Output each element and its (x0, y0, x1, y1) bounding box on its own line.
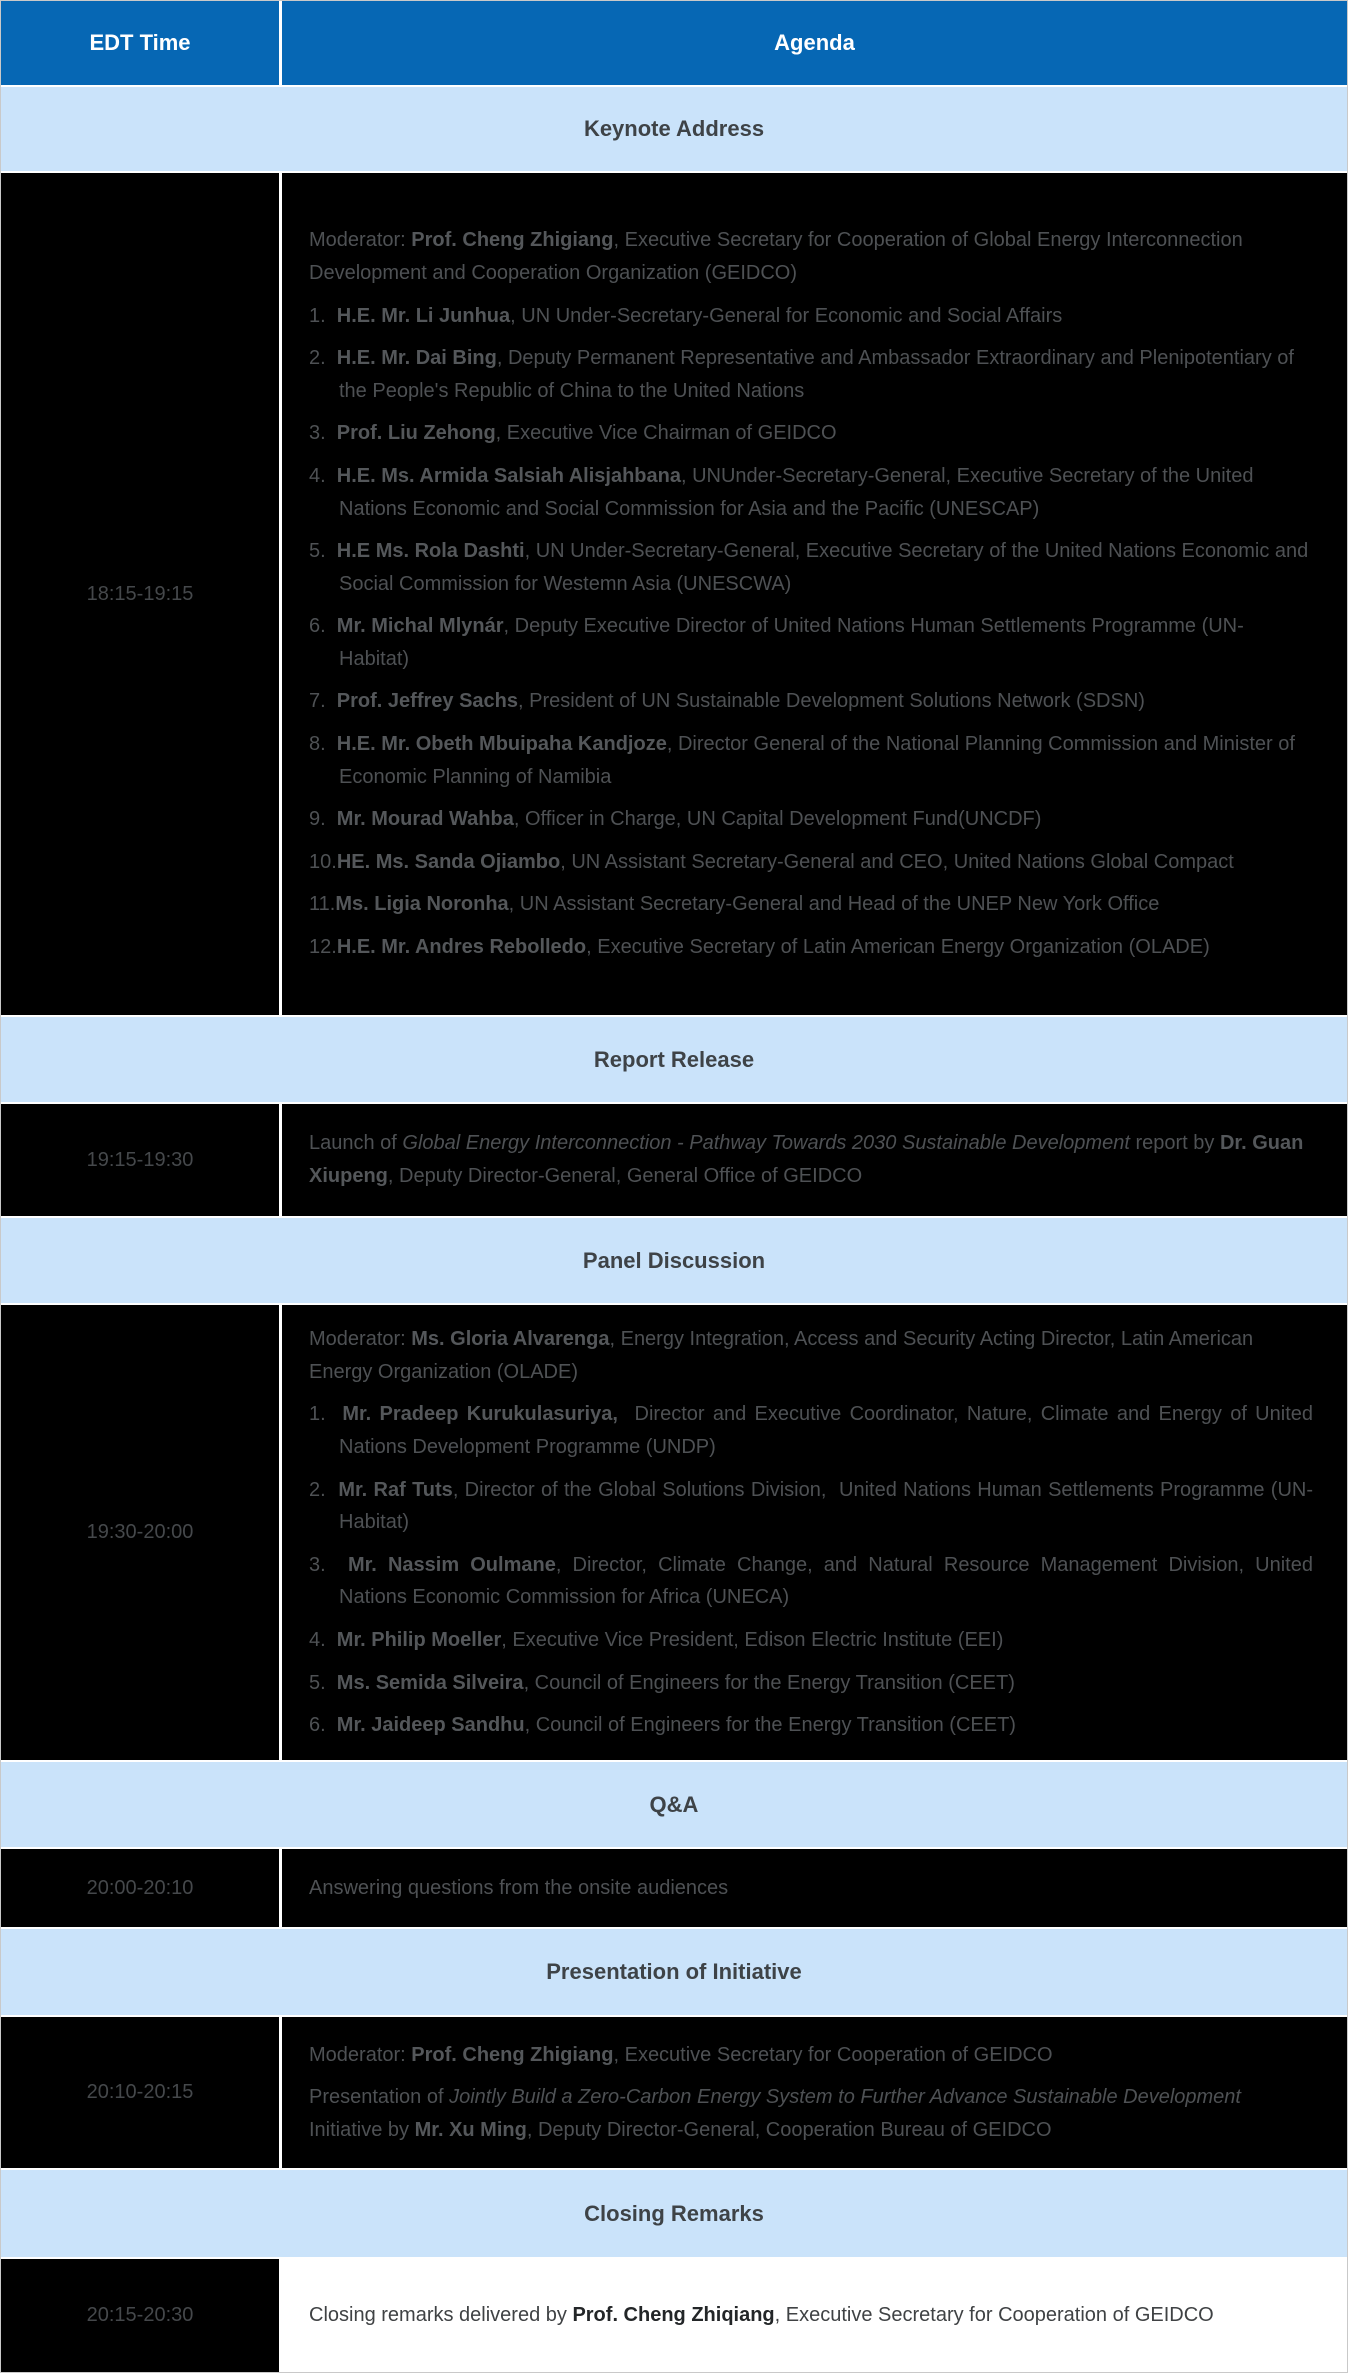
time-cell-report: 19:15-19:30 (1, 1104, 282, 1216)
agenda-cell-keynote (282, 173, 1347, 1015)
section-header-report-release (1, 1017, 1347, 1104)
section-header-closing-remarks (1, 2170, 1347, 2259)
speaker-name: H.E. Mr. Li Junhua (336, 304, 511, 327)
panel-discussion-row (1, 1305, 1347, 1762)
section-header-keynote-address (1, 87, 1347, 173)
speaker-name: Mr. Pradeep Kurukulasuriya, (342, 1403, 618, 1426)
list-item: 4. Mr. Philip Moeller, Executive Vice President, Edison Electric Institute (EEI) (309, 1628, 1004, 1651)
speaker-name: H.E Ms. Rola Dashti (336, 540, 525, 563)
qa-row (1, 1849, 1347, 1929)
table-header-row (1, 1, 1347, 87)
list-item: 10.HE. Ms. Sanda Ojiambo, UN Assistant Secretary-General and CEO, United Nations Global Compact (309, 850, 1234, 873)
section-header-qa (1, 1762, 1347, 1849)
column-header-edt-time: EDT Time (1, 1, 282, 85)
list-item: 9. Mr. Mourad Wahba, Officer in Charge, UN Capital Development Fund(UNCDF) (309, 808, 1042, 831)
speaker-name: Mr. Nassim Oulmane (347, 1553, 556, 1576)
speaker-name: Ms. Semida Silveira (336, 1671, 524, 1694)
keynote-row (1, 173, 1347, 1017)
report-title: Global Energy Interconnection - Pathway Towards 2030 Sustainable Development (402, 1132, 1130, 1155)
moderator-line: Moderator: Prof. Cheng Zhigiang, Executive Secretary for Cooperation of GEIDCO (309, 2043, 1053, 2066)
speaker-name: Mr. Michal Mlynár (336, 615, 504, 638)
speaker-name: Prof. Cheng Zhigiang (411, 229, 614, 252)
section-title: Report Release (593, 1046, 755, 1072)
speaker-name: Mr. Xu Ming (414, 2118, 527, 2141)
report-line: Launch of Global Energy Interconnection - Pathway Towards 2030 Sustainable Development report by Dr. Guan Xiupeng, Deputy Director-General, General Office of GEIDCO (309, 1132, 1304, 1187)
speaker-name: Mr. Raf Tuts (338, 1478, 453, 1501)
speaker-name: Ms. Gloria Alvarenga (411, 1328, 610, 1351)
list-item: 5. H.E Ms. Rola Dashti, UN Under-Secretary-General, Executive Secretary of the United Nations Economic and Social Commission for Westemn Asia (UNESCWA) (309, 540, 1309, 595)
initiative-line: Presentation of Jointly Build a Zero-Carbon Energy System to Further Advance Sustainable Development Initiative by Mr. Xu Ming, Deputy Director-General, Cooperation Bureau of GEIDCO (309, 2086, 1241, 2141)
section-title: Presentation of Initiative (546, 1959, 802, 1984)
agenda-cell-qa (282, 1849, 1347, 1927)
speaker-name: Mr. Jaideep Sandhu (336, 1714, 525, 1737)
section-title: Panel Discussion (582, 1247, 766, 1273)
list-item: 8. H.E. Mr. Obeth Mbuipaha Kandjoze, Director General of the National Planning Commission and Minister of Economic Planning of Namibia (309, 733, 1295, 788)
list-item: 3. Prof. Liu Zehong, Executive Vice Chairman of GEIDCO (309, 422, 837, 445)
speaker-name: Prof. Cheng Zhigiang (411, 2043, 614, 2066)
agenda-cell-presentation (282, 2017, 1347, 2168)
speaker-name: H.E. Mr. Obeth Mbuipaha Kandjoze (336, 733, 667, 756)
agenda-cell-closing (282, 2259, 1347, 2372)
list-item: 12.H.E. Mr. Andres Rebolledo, Executive Secretary of Latin American Energy Organization (OLADE) (309, 936, 1210, 959)
list-item: 6. Mr. Michal Mlynár, Deputy Executive Director of United Nations Human Settlements Programme (UN-Habitat) (309, 615, 1244, 670)
time-cell-keynote: 18:15-19:15 (1, 173, 282, 1015)
list-item: 2. H.E. Mr. Dai Bing, Deputy Permanent Representative and Ambassador Extraordinary and Plenipotentiary of the People's Republic of China to the United Nations (309, 347, 1294, 402)
section-title: Keynote Address (583, 116, 765, 141)
speaker-name: H.E. Mr. Andres Rebolledo (336, 936, 587, 959)
list-item: 5. Ms. Semida Silveira, Council of Engineers for the Energy Transition (CEET) (309, 1671, 1015, 1694)
list-item: 11.Ms. Ligia Noronha, UN Assistant Secretary-General and Head of the UNEP New York Office (309, 893, 1160, 916)
initiative-title: Jointly Build a Zero-Carbon Energy System to Further Advance Sustainable Development (449, 2086, 1241, 2109)
time-cell-closing: 20:15-20:30 (1, 2259, 282, 2372)
speaker-name: Prof. Liu Zehong (336, 422, 496, 445)
speaker-name: Mr. Mourad Wahba (336, 808, 514, 831)
closing-line: Closing remarks delivered by Prof. Cheng Zhiqiang, Executive Secretary for Cooperation of GEIDCO (309, 2304, 1214, 2327)
speaker-name: HE. Ms. Sanda Ojiambo (336, 850, 561, 873)
time-cell-presentation: 20:10-20:15 (1, 2017, 282, 2168)
speaker-name: Mr. Philip Moeller (336, 1628, 502, 1651)
time-cell-qa: 20:00-20:10 (1, 1849, 282, 1927)
moderator-line: Moderator: Ms. Gloria Alvarenga, Energy Integration, Access and Security Acting Director, Latin American Energy Organization (OLADE) (309, 1328, 1254, 1383)
section-header-panel-discussion (1, 1218, 1347, 1305)
report-release-row (1, 1104, 1347, 1218)
column-header-agenda: Agenda (774, 30, 855, 55)
list-item: 1. Mr. Pradeep Kurukulasuriya, Director and Executive Coordinator, Nature, Climate and Energy of United Nations Development Programme (UNDP) (309, 1403, 1313, 1459)
speaker-name: Prof. Jeffrey Sachs (336, 690, 518, 713)
list-item: 3. Mr. Nassim Oulmane, Director, Climate Change, and Natural Resource Management Division, United Nations Economic Commission for Africa (UNECA) (309, 1553, 1313, 1609)
speaker-name: H.E. Mr. Dai Bing (336, 347, 497, 370)
qa-line: Answering questions from the onsite audiences (309, 1876, 729, 1899)
agenda-cell-report (282, 1104, 1347, 1216)
speaker-name: Prof. Cheng Zhiqiang (572, 2304, 775, 2327)
section-header-presentation-of-initiative (1, 1929, 1347, 2017)
agenda-cell-panel (282, 1305, 1347, 1760)
moderator-line: Moderator: Prof. Cheng Zhigiang, Executive Secretary for Cooperation of Global Energy Interconnection Development and Cooperation Organization (GEIDCO) (309, 229, 1243, 284)
list-item: 4. H.E. Ms. Armida Salsiah Alisjahbana, UNUnder-Secretary-General, Executive Secretary of the United Nations Economic and Social Commission for Asia and the Pacific (UNESCAP) (309, 464, 1254, 520)
list-item: 6. Mr. Jaideep Sandhu, Council of Engineers for the Energy Transition (CEET) (309, 1714, 1016, 1737)
list-item: 7. Prof. Jeffrey Sachs, President of UN Sustainable Development Solutions Network (SDSN) (309, 690, 1145, 713)
presentation-row (1, 2017, 1347, 2170)
time-cell-panel: 19:30-20:00 (1, 1305, 282, 1760)
list-item: 2. Mr. Raf Tuts, Director of the Global Solutions Division, United Nations Human Settlements Programme (UN-Habitat) (309, 1478, 1314, 1534)
speaker-name: Dr. Guan Xiupeng (309, 1132, 1304, 1187)
closing-remarks-row (1, 2259, 1347, 2372)
speaker-name: H.E. Ms. Armida Salsiah Alisjahbana (336, 464, 681, 487)
section-title: Q&A (649, 1791, 699, 1817)
speaker-name: Ms. Ligia Noronha (335, 893, 509, 916)
list-item: 1. H.E. Mr. Li Junhua, UN Under-Secretary-General for Economic and Social Affairs (309, 304, 1063, 327)
section-title: Closing Remarks (584, 2200, 764, 2226)
